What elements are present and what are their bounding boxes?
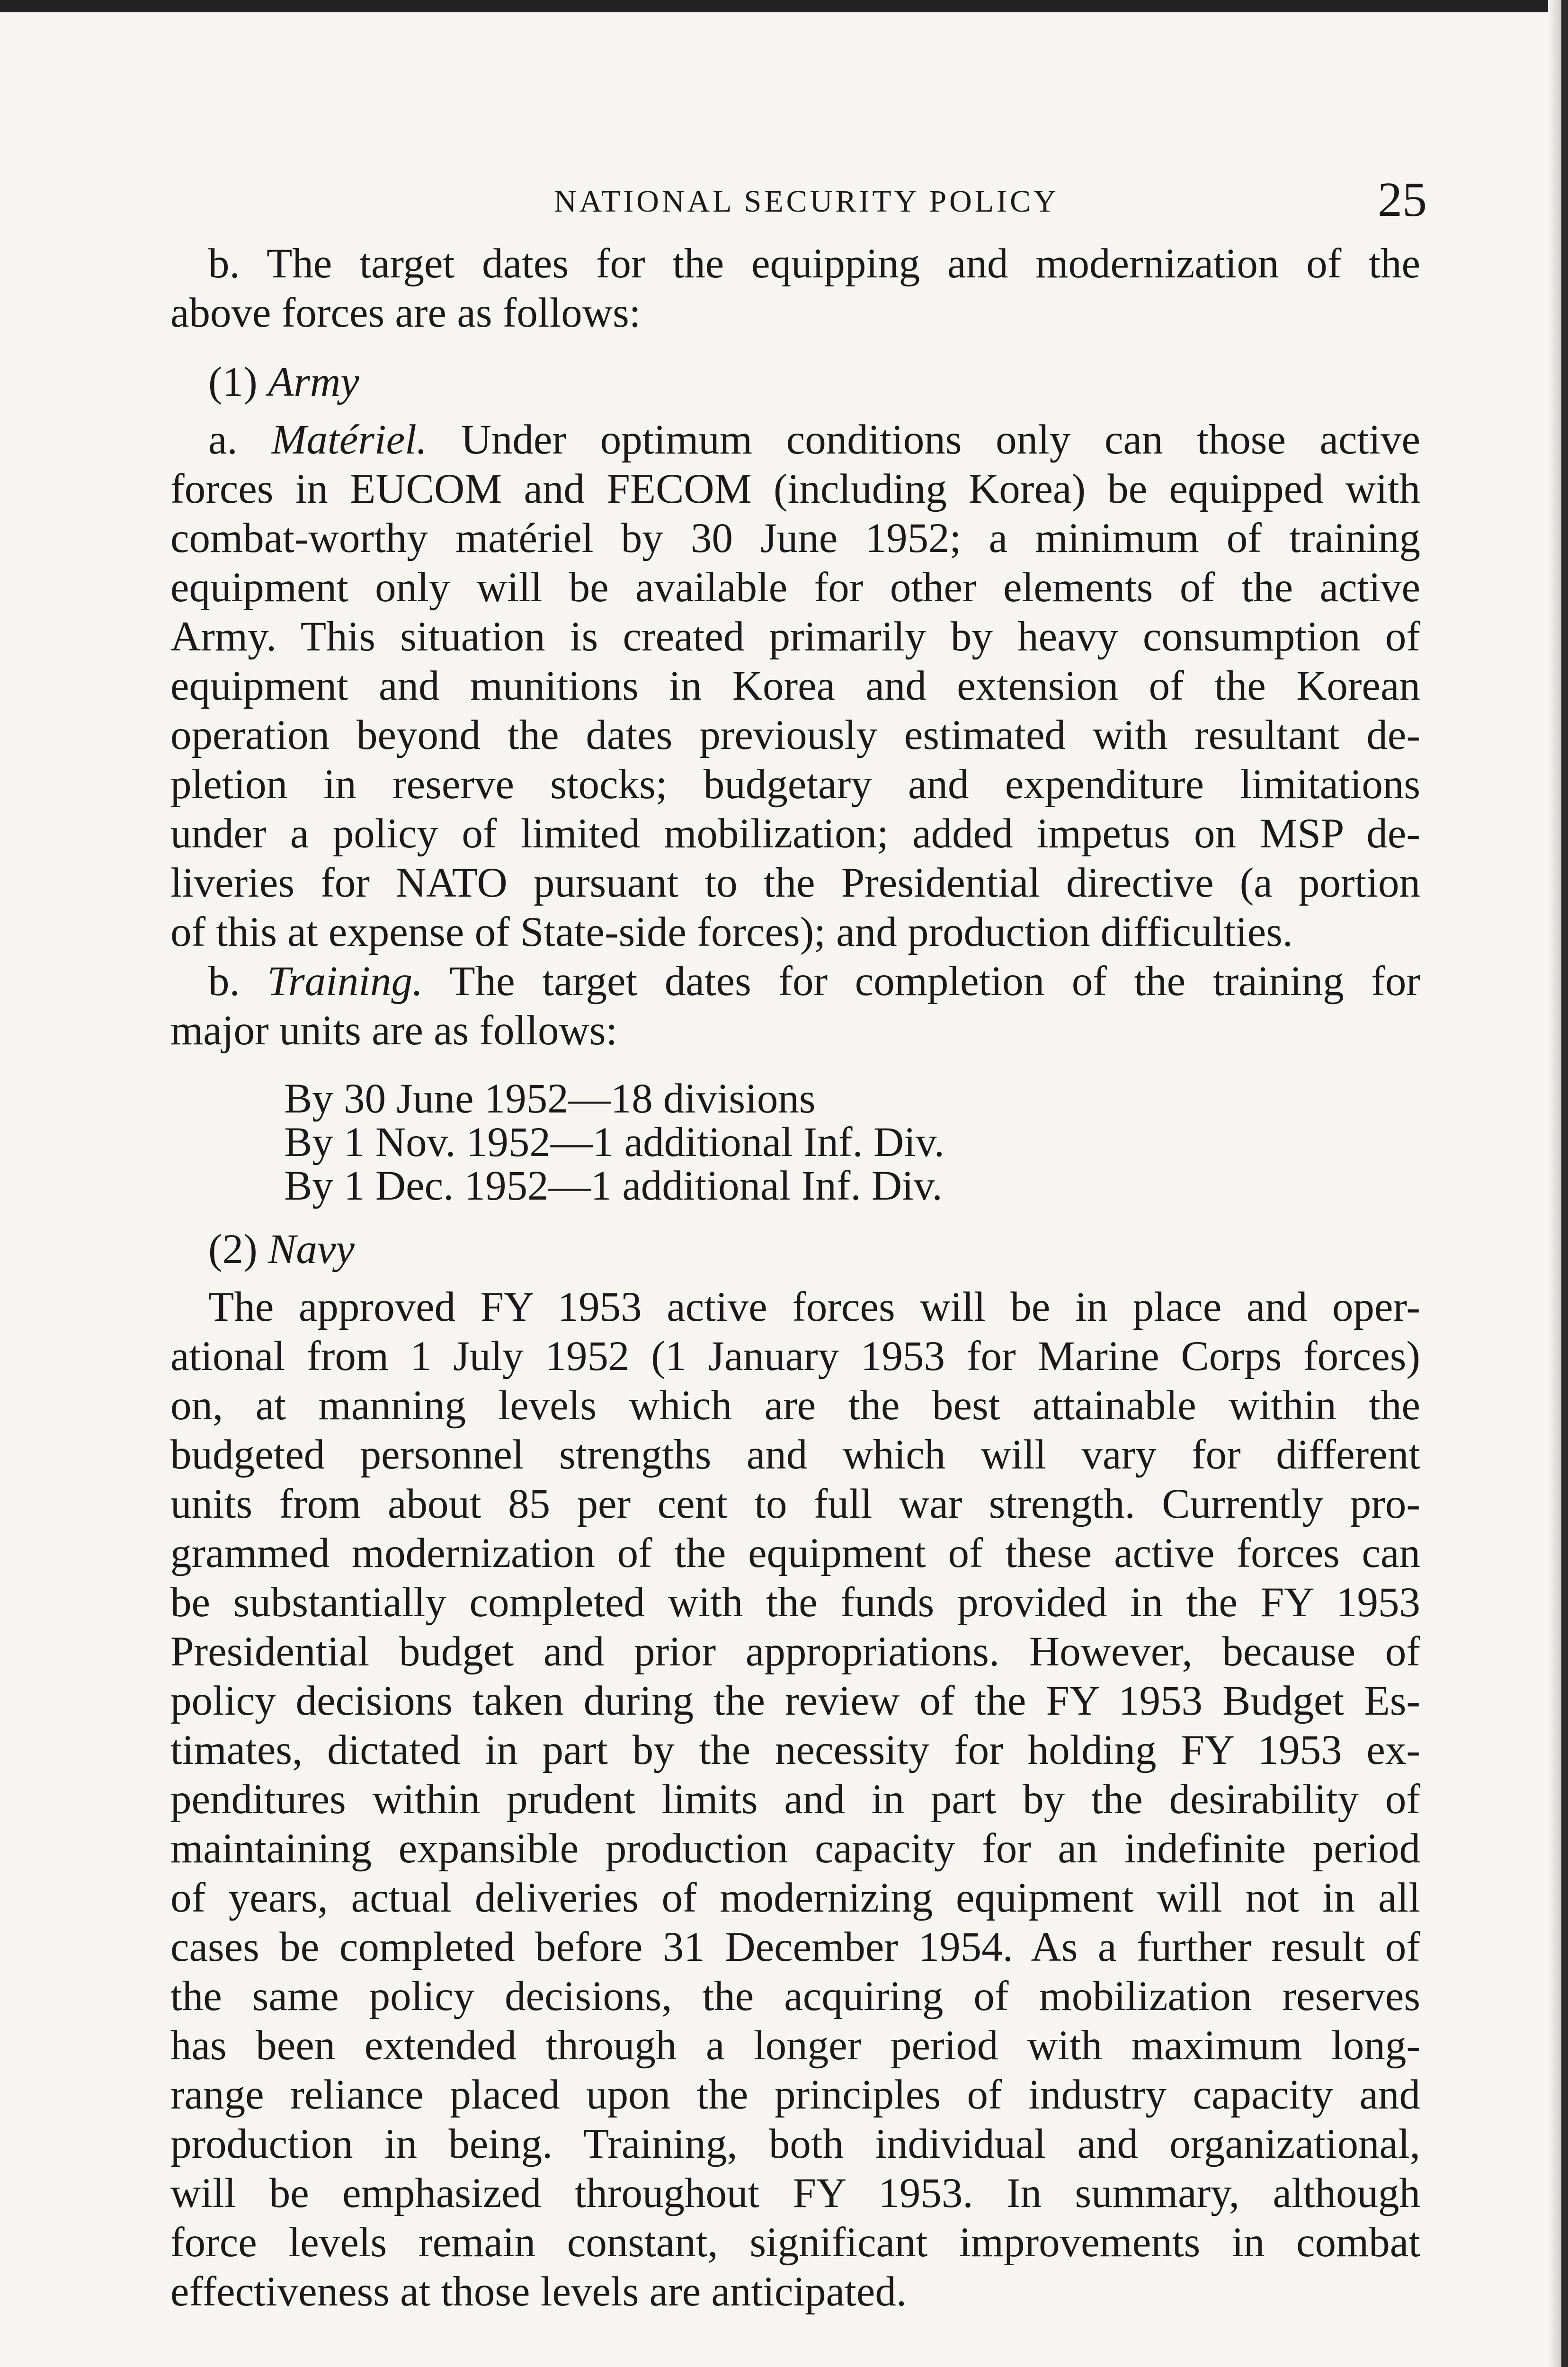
text-line: grammed modernization of the equipment of these active forces can bbox=[170, 1530, 1420, 1576]
text-line: units from about 85 per cent to full war strength. Currently pro- bbox=[170, 1481, 1420, 1527]
section-number: (2) bbox=[208, 1226, 258, 1272]
text-line: a. Matériel. Under optimum conditions only can those active bbox=[208, 417, 1420, 463]
page-right-border bbox=[1561, 0, 1568, 2367]
text-line: major units are as follows: bbox=[170, 1007, 618, 1054]
text-line: timates, dictated in part by the necessity for holding FY 1953 ex- bbox=[170, 1727, 1420, 1773]
text-line: above forces are as follows: bbox=[170, 290, 641, 336]
text-line: policy decisions taken during the review of the FY 1953 Budget Es- bbox=[170, 1678, 1420, 1724]
text-line: will be emphasized throughout FY 1953. In summary, although bbox=[170, 2170, 1420, 2216]
text-line: be substantially completed with the funds provided in the FY 1953 bbox=[170, 1579, 1420, 1626]
page-body bbox=[170, 239, 1420, 2316]
text-line: penditures within prudent limits and in part by the desirability of bbox=[170, 1776, 1420, 1823]
page-number: 25 bbox=[1378, 172, 1427, 227]
paragraph-navy bbox=[170, 1282, 1420, 2316]
section-title: Army bbox=[268, 359, 359, 405]
text-line: The approved FY 1953 active forces will be in place and oper- bbox=[208, 1284, 1420, 1330]
paragraph-target-dates bbox=[170, 239, 1420, 338]
section-heading-army bbox=[170, 357, 1420, 407]
text-line: cases be completed before 31 December 1954. As a further result of bbox=[170, 1924, 1420, 1970]
section-heading-navy bbox=[170, 1225, 1420, 1274]
page-edge-shadow bbox=[1548, 0, 1561, 2367]
text-line: pletion in reserve stocks; budgetary and expenditure limitations bbox=[170, 761, 1420, 808]
text-line: range reliance placed upon the principles of industry capacity and bbox=[170, 2072, 1420, 2118]
run-in-heading-training: Training. bbox=[267, 958, 423, 1005]
paragraph-training bbox=[170, 957, 1420, 1055]
text-line: forces in EUCOM and FECOM (including Korea) be equipped with bbox=[170, 466, 1420, 512]
text-line: has been extended through a longer period with maximum long- bbox=[170, 2022, 1420, 2069]
training-schedule-list bbox=[170, 1074, 1420, 1209]
page-top-border bbox=[0, 0, 1568, 12]
text-line: combat-worthy matériel by 30 June 1952; a minimum of training bbox=[170, 515, 1420, 561]
list-item: By 1 Nov. 1952—1 additional Inf. Div. bbox=[284, 1119, 945, 1166]
text-line: Army. This situation is created primarily by heavy consumption of bbox=[170, 614, 1420, 660]
text-line: of years, actual deliveries of modernizing equipment will not in all bbox=[170, 1875, 1420, 1921]
running-head: NATIONAL SECURITY POLICY bbox=[554, 184, 1059, 219]
list-item: By 1 Dec. 1952—1 additional Inf. Div. bbox=[284, 1163, 943, 1209]
run-in-heading-materiel: Matériel. bbox=[271, 417, 428, 463]
text-line: maintaining expansible production capacity for an indefinite period bbox=[170, 1825, 1420, 1872]
text-line: force levels remain constant, significant improvements in combat bbox=[170, 2219, 1420, 2266]
section-number: (1) bbox=[208, 359, 258, 405]
text-line: effectiveness at those levels are anticipated. bbox=[170, 2269, 907, 2315]
text-line: the same policy decisions, the acquiring of mobilization reserves bbox=[170, 1973, 1420, 2020]
text-line: equipment and munitions in Korea and extension of the Korean bbox=[170, 663, 1420, 709]
text-line: operation beyond the dates previously estimated with resultant de- bbox=[170, 712, 1420, 758]
paragraph-materiel bbox=[170, 415, 1420, 957]
text-line: production in being. Training, both individual and organizational, bbox=[170, 2121, 1420, 2167]
text-line: ational from 1 July 1952 (1 January 1953 for Marine Corps forces) bbox=[170, 1333, 1420, 1379]
text-run: The target dates for completion of the training for bbox=[423, 958, 1420, 1005]
list-item: By 30 June 1952—18 divisions bbox=[284, 1076, 816, 1122]
text-line: of this at expense of State-side forces); and production difficulties. bbox=[170, 909, 1293, 955]
text-line: budgeted personnel strengths and which will vary for different bbox=[170, 1432, 1420, 1478]
text-line: on, at manning levels which are the best attainable within the bbox=[170, 1382, 1420, 1429]
text-line: Presidential budget and prior appropriations. However, because of bbox=[170, 1628, 1420, 1675]
text-line: b. Training. The target dates for completion of the training for bbox=[208, 958, 1420, 1005]
text-line: equipment only will be available for other elements of the active bbox=[170, 564, 1420, 611]
text-line: liveries for NATO pursuant to the Presidential directive (a portion bbox=[170, 860, 1420, 906]
text-line: b. The target dates for the equipping and modernization of the bbox=[208, 240, 1420, 287]
text-run: Under optimum conditions only can those active bbox=[427, 417, 1420, 463]
text-line: under a policy of limited mobilization; added impetus on MSP de- bbox=[170, 810, 1420, 857]
section-title: Navy bbox=[268, 1226, 355, 1272]
